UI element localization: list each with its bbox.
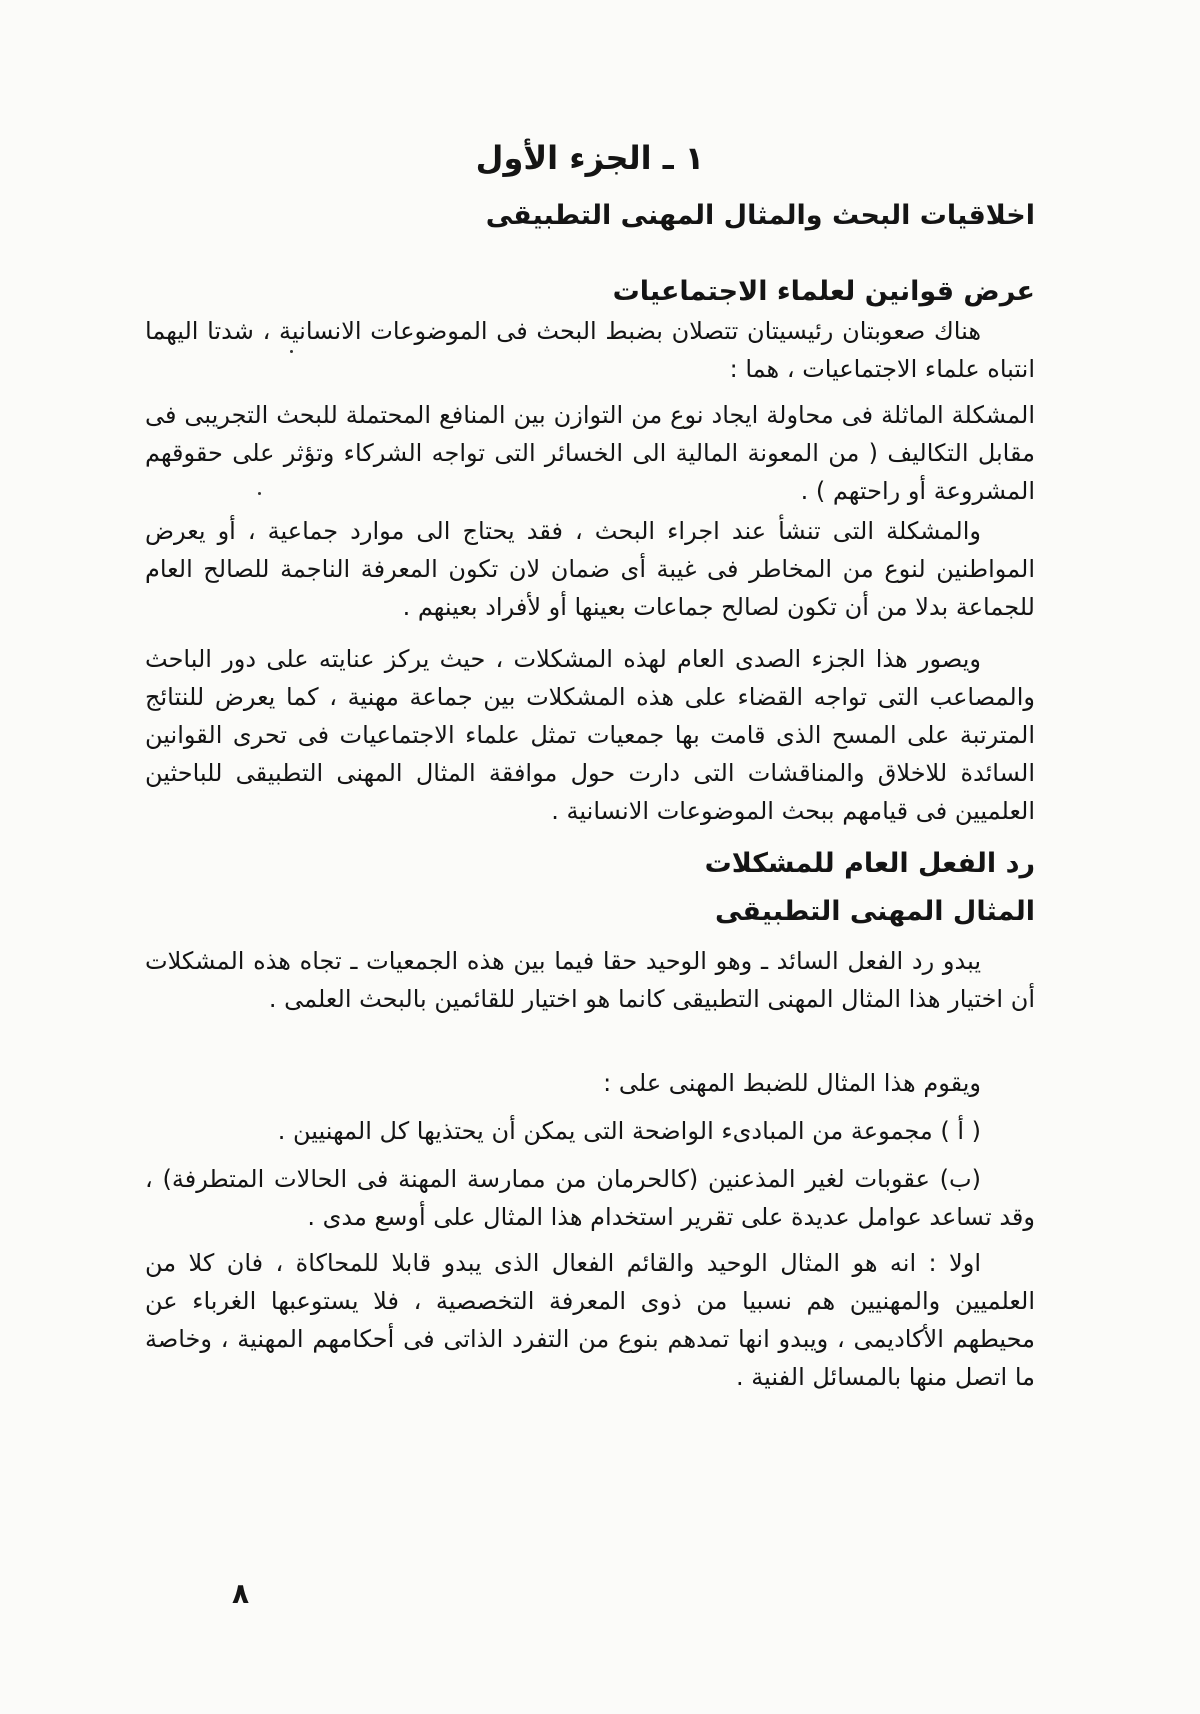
section2-list-item-b: (ب) عقوبات لغير المذعنين (كالحرمان من ممارسة المهنة فى الحالات المتطرفة) ، وقد تساعد عوامل عديدة على تقرير استخدام هذا المثال على أوسع مدى . [145,1165,1035,1231]
text-column [145,0,1035,1714]
part-title: ١ ـ الجزء الأول [475,139,705,177]
scan-speck [258,492,261,495]
section2-paragraph-reaction: يبدو رد الفعل السائد ـ وهو الوحيد حقا فيما بين هذه الجمعيات ـ تجاه هذه المشكلات أن اختيار هذا المثال المهنى التطبيقى كانما هو اختيار للقائمين بالبحث العلمى . [145,947,1035,1013]
section1-paragraph-intro: هناك صعوبتان رئيسيتان تتصلان بضبط البحث فى الموضوعات الانسانية ، شدتا اليهما انتباه علماء الاجتماعيات ، هما : [145,317,1035,383]
section2-subheading: المثال المهنى التطبيقى [714,896,1035,927]
section2-list-item-a: ( أ ) مجموعة من المبادىء الواضحة التى يمكن أن يحتذيها كل المهنيين . [277,1117,981,1145]
section1-paragraph-overview: ويصور هذا الجزء الصدى العام لهذه المشكلات ، حيث يركز عنايته على دور الباحث والمصاعب التى تواجه القضاء على هذه المشكلات بين جماعة مهنية ، كما يعرض للنتائج المترتبة على المسح الذى قامت بها جمعيات تمثل علماء الاجتماعيات فى تحرى القوانين السائدة للاخلاق والمناقشات التى دارت حول موافقة المثال المهنى التطبيقى للباحثين العلميين فى قيامهم ببحث الموضوعات الانسانية . [145,645,1035,825]
section2-paragraph-basis: ويقوم هذا المثال للضبط المهنى على : [603,1069,981,1097]
section1-paragraph-problem-1: المشكلة الماثلة فى محاولة ايجاد نوع من التوازن بين المنافع المحتملة للبحث التجريبى فى مقابل التكاليف ( من المعونة المالية الى الخسائر التى تواجه الشركاء وتؤثر على حقوقهم المشروعة أو راحتهم ) . [145,401,1035,505]
section2-paragraph-first-reason: اولا : انه هو المثال الوحيد والقائم الفعال الذى يبدو قابلا للمحاكاة ، فان كلا من العلميين والمهنيين هم نسبيا من ذوى المعرفة التخصصية ، فلا يستوعبها الغرباء عن محيطهم الأكاديمى ، ويبدو انها تمدهم بنوع من التفرد الذاتى فى أحكامهم المهنية ، وخاصة ما اتصل منها بالمسائل الفنية . [145,1249,1035,1391]
page-number: ٨ [232,1577,250,1610]
section2-heading: رد الفعل العام للمشكلات [704,848,1035,879]
scan-speck [290,350,293,353]
section1-heading: عرض قوانين لعلماء الاجتماعيات [612,276,1035,307]
section1-paragraph-problem-2: والمشكلة التى تنشأ عند اجراء البحث ، فقد يحتاج الى موارد جماعية ، أو يعرض المواطنين لنوع من المخاطر فى غيبة أى ضمان لان تكون المعرفة الناجمة للصالح العام للجماعة بدلا من أن تكون لصالح جماعات بعينها أو لأفراد بعينهم . [145,517,1035,621]
main-heading: اخلاقيات البحث والمثال المهنى التطبيقى [485,200,1035,231]
